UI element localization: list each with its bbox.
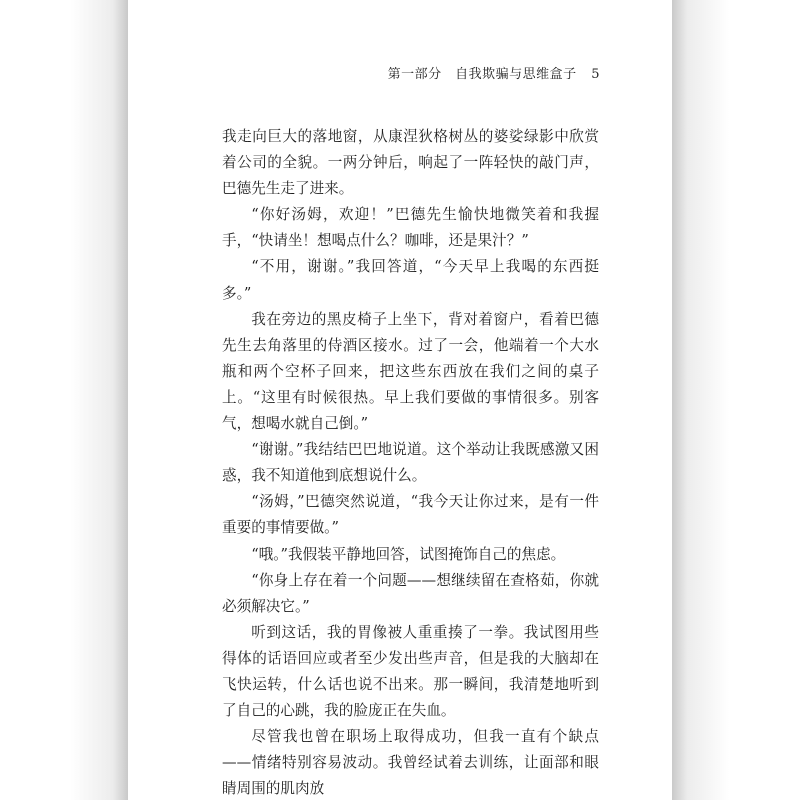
book-page — [128, 0, 672, 800]
body-text — [222, 124, 599, 802]
paragraph: “哦。”我假装平静地回答，试图掩饰自己的焦虑。 — [251, 545, 566, 563]
paragraph: 我在旁边的黑皮椅子上坐下，背对着窗户，看着巴德先生去角落里的侍酒区接水。过了一会，他端着一个大水瓶和两个空杯子回来，把这些东西放在我们之间的桌子上。“这里有时候很热。早上我们要做的事情很多。别客气，想喝水就自己倒。” — [222, 310, 599, 433]
paragraph: “汤姆，”巴德突然说道，“我今天让你过来，是有一件重要的事情要做。” — [222, 493, 599, 537]
page-number: 5 — [591, 67, 600, 82]
paragraph: “你好汤姆，欢迎！”巴德先生愉快地微笑着和我握手，“快请坐！想喝点什么？咖啡，还是果汁？” — [222, 206, 599, 250]
page-shadow-left — [0, 0, 128, 800]
section-title: 第一部分 自我欺骗与思维盒子 — [387, 67, 577, 82]
paragraph: “谢谢。”我结结巴巴地说道。这个举动让我既感激又困惑，我不知道他到底想说什么。 — [222, 441, 599, 485]
paragraph: “你身上存在着一个问题——想继续留在查格茹，你就必须解决它。” — [222, 571, 599, 615]
paragraph: “不用，谢谢。”我回答道，“今天早上我喝的东西挺多。” — [222, 258, 599, 302]
page-shadow-right — [672, 0, 800, 800]
running-header — [388, 63, 600, 82]
paragraph: 我走向巨大的落地窗，从康涅狄格树丛的婆娑绿影中欣赏着公司的全貌。一两分钟后，响起了一阵轻快的敲门声，巴德先生走了进来。 — [222, 128, 599, 198]
paragraph: 听到这话，我的胃像被人重重揍了一拳。我试图用些得体的话语回应或者至少发出些声音，但是我的大脑却在飞快运转，什么话也说不出来。那一瞬间，我清楚地听到了自己的心跳，我的脸庞正在失血。 — [222, 623, 599, 720]
paragraph: 尽管我也曾在职场上取得成功，但我一直有个缺点——情绪特别容易波动。我曾经试着去训练，让面部和眼睛周围的肌肉放 — [222, 728, 599, 798]
